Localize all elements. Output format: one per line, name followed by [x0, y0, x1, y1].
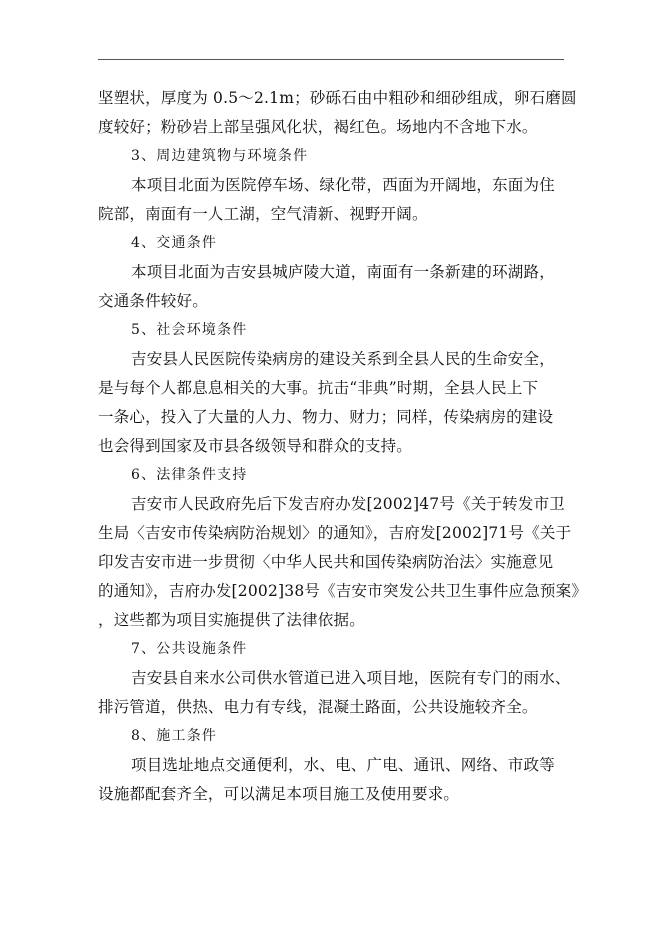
section-heading: 5、社会环境条件 [131, 322, 248, 338]
paragraph-line: 院部，南面有一人工湖，空气清新、视野开阔。 [98, 205, 428, 223]
paragraph-line: 吉安市人民政府先后下发吉府办发[2002]47号《关于转发市卫 [131, 495, 565, 513]
paragraph-line: 一条心，投入了大量的人力、物力、财力；同样，传染病房的建设 [98, 408, 554, 426]
paragraph-line: 印发吉安市进一步贯彻〈中华人民共和国传染病防治法〉实施意见 [98, 553, 554, 571]
paragraph-line: 项目选址地点交通便利，水、电、广电、通讯、网络、市政等 [131, 756, 555, 774]
paragraph-line: 本项目北面为吉安县城庐陵大道，南面有一条新建的环湖路， [131, 263, 555, 281]
paragraph-line: 交通条件较好。 [98, 292, 208, 310]
paragraph-line: 度较好；粉砂岩上部呈强风化状，褐红色。场地内不含地下水。 [98, 118, 538, 136]
section-heading: 6、法律条件支持 [131, 467, 248, 483]
paragraph-line: ，这些都为项目实施提供了法律依据。 [98, 611, 365, 629]
section-heading: 8、施工条件 [131, 728, 218, 744]
paragraph-line: 设施都配套齐全，可以满足本项目施工及使用要求。 [98, 785, 460, 803]
paragraph-line: 吉安县人民医院传染病房的建设关系到全县人民的生命安全， [131, 350, 555, 368]
section-heading: 4、交通条件 [131, 235, 218, 251]
section-heading: 3、周边建筑物与环境条件 [131, 148, 309, 164]
paragraph-line: 排污管道，供热、电力有专线，混凝土路面，公共设施较齐全。 [98, 698, 538, 716]
paragraph-line: 是与每个人都息息相关的大事。抗击“非典”时期，全县人民上下 [98, 379, 539, 397]
paragraph-line: 本项目北面为医院停车场、绿化带，西面为开阔地，东面为住 [131, 176, 555, 194]
paragraph-line: 吉安县自来水公司供水管道已进入项目地，医院有专门的雨水、 [131, 669, 571, 687]
section-heading: 7、公共设施条件 [131, 641, 248, 657]
paragraph-line: 坚塑状，厚度为 0.5～2.1m；砂砾石由中粗砂和细砂组成，卵石磨圆 [98, 89, 577, 107]
document-body [98, 84, 588, 809]
header-rule [98, 59, 564, 60]
paragraph-line: 也会得到国家及市县各级领导和群众的支持。 [98, 437, 413, 455]
paragraph-line: 的通知》，吉府办发[2002]38号《吉安市突发公共卫生事件应急预案》 [98, 582, 588, 600]
paragraph-line: 生局〈吉安市传染病防治规划〉的通知》，吉府发[2002]71号《关于 [98, 524, 572, 542]
